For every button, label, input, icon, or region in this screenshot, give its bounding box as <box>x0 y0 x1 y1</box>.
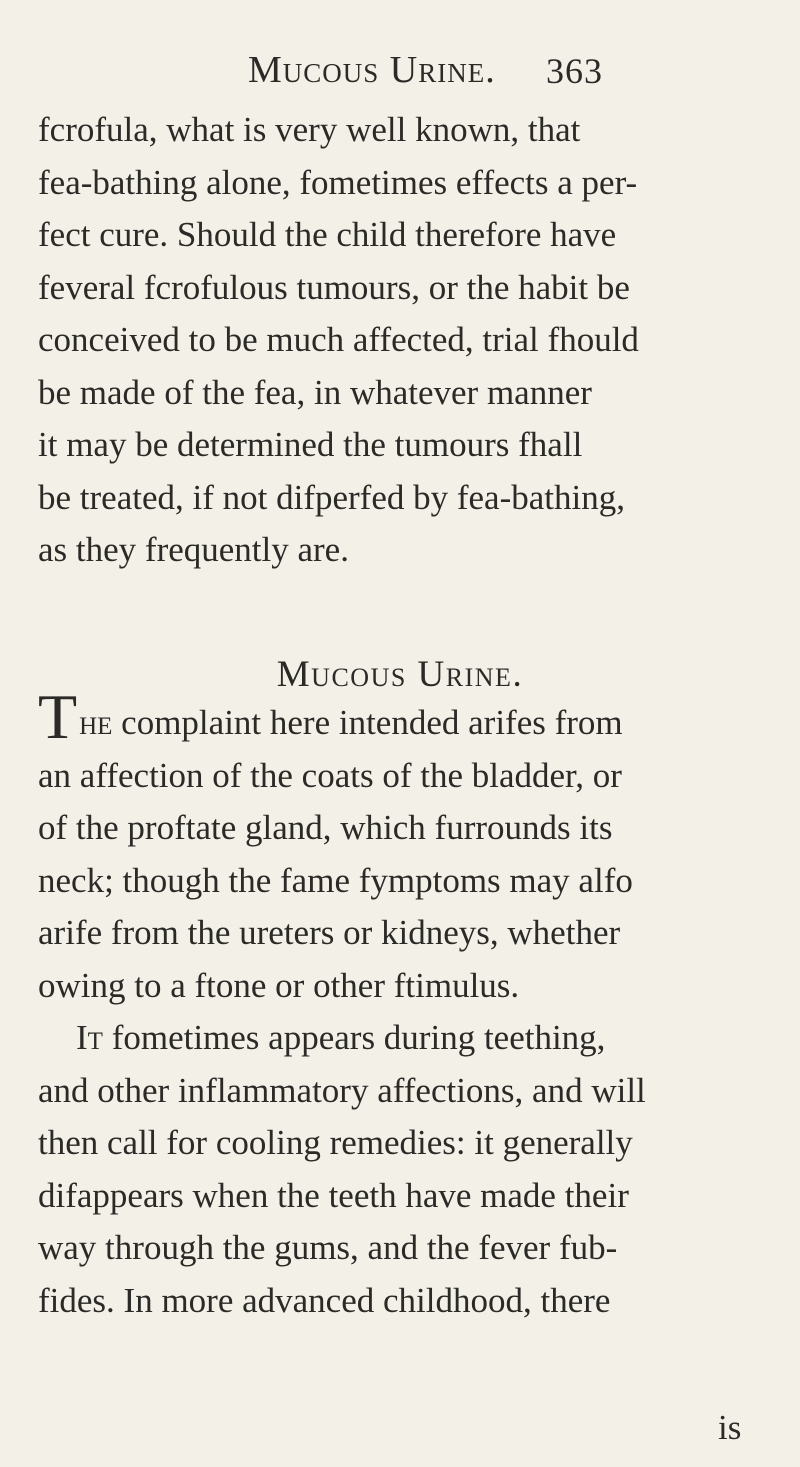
running-head <box>248 42 768 102</box>
text-line: way through the gums, and the fever fub- <box>38 1228 618 1267</box>
paragraph-continuation <box>38 104 798 577</box>
text-line: fides. In more advanced childhood, there <box>38 1280 611 1320</box>
section-body <box>38 681 798 1327</box>
paragraph-lead-smallcaps: It <box>76 1018 103 1057</box>
text-line: then call for cooling remedies: it generally <box>38 1123 633 1162</box>
page-number: 363 <box>546 51 603 91</box>
text-line: fea-bathing alone, fometimes effects a per- <box>38 162 638 202</box>
text-line: conceived to be much affected, trial fhould <box>38 320 639 359</box>
first-word-smallcaps: he <box>79 703 113 742</box>
text-line: it may be determined the tumours fhall <box>38 425 583 464</box>
text-line-with-dropcap <box>38 681 798 752</box>
text-line: arife from the ureters or kidneys, whether <box>38 913 621 952</box>
text-line: neck; though the fame fymptoms may alfo <box>38 860 633 900</box>
text-line-indented <box>38 1012 798 1065</box>
text-line: an affection of the coats of the bladder, or <box>38 755 622 795</box>
text-line: feveral fcrofulous tumours, or the habit be <box>38 267 630 307</box>
paragraph-first-line-rest: fometimes appears during teething, <box>102 1018 606 1057</box>
section-heading: Mucous Urine. <box>276 654 524 695</box>
text-line: be made of the fea, in whatever manner <box>38 372 592 412</box>
catchword: is <box>718 1408 742 1447</box>
text-line: owing to a ftone or other ftimulus. <box>38 965 520 1005</box>
text-line: of the proftate gland, which furrounds its <box>38 808 613 847</box>
text-line: difappears when the teeth have made their <box>38 1175 629 1215</box>
running-head-title: Mucous Urine. <box>248 49 496 91</box>
text-line: be treated, if not difperfed by fea-bathing, <box>38 477 625 517</box>
text-line: fect cure. Should the child therefore have <box>38 215 617 254</box>
drop-cap: T <box>38 681 78 752</box>
first-line-rest: complaint here intended arifes from <box>112 703 623 742</box>
text-line: as they frequently are. <box>38 530 349 569</box>
text-line: fcrofula, what is very well known, that <box>38 110 581 149</box>
text-line: and other inflammatory affections, and will <box>38 1070 646 1110</box>
